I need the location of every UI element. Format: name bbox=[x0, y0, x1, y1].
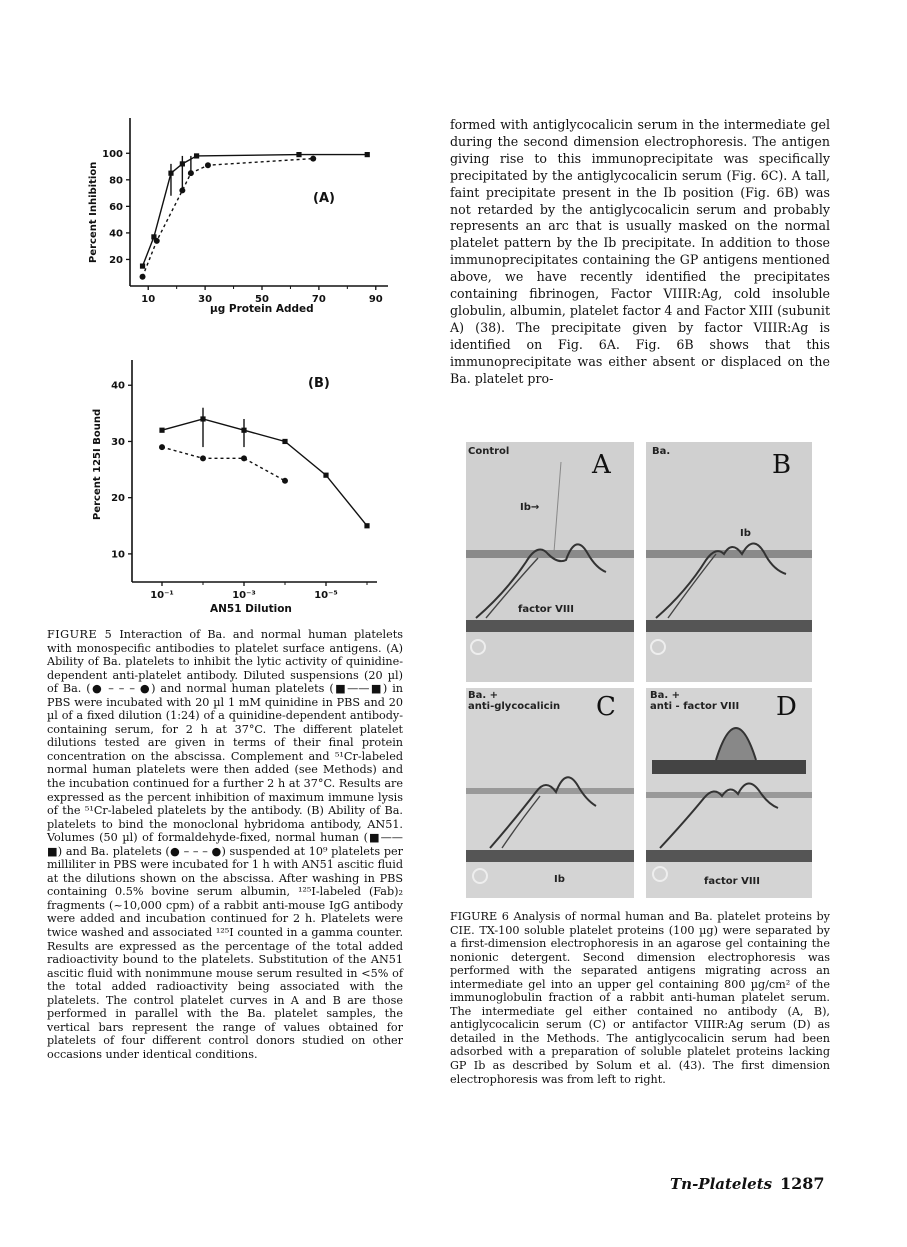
data-point-circle bbox=[154, 238, 160, 244]
figure-5a-chart bbox=[80, 108, 400, 323]
data-point-square bbox=[241, 428, 246, 433]
data-point-square bbox=[194, 153, 199, 158]
x-tick-label: 90 bbox=[368, 294, 383, 305]
x-tick-label: 10⁻¹ bbox=[150, 590, 174, 601]
y-tick-label: 20 bbox=[109, 254, 123, 266]
series-line-square bbox=[162, 419, 367, 526]
figure-5b-y-axis-label: Percent 125I Bound bbox=[92, 408, 103, 520]
panel-b-annotation-ib: Ib bbox=[740, 528, 751, 539]
x-tick-label: 10 bbox=[141, 294, 156, 305]
y-tick-label: 100 bbox=[102, 148, 123, 160]
x-tick-label: 10⁻³ bbox=[232, 590, 256, 601]
y-tick-label: 10 bbox=[111, 549, 125, 561]
data-point-circle bbox=[205, 162, 211, 168]
figure-6-label: FIGURE 6 bbox=[450, 910, 509, 923]
data-point-circle bbox=[282, 478, 288, 484]
y-tick-label: 60 bbox=[109, 201, 123, 213]
figure-5a-y-axis-label: Percent Inhibition bbox=[88, 161, 99, 263]
x-tick-label: 70 bbox=[311, 294, 326, 305]
data-point-circle bbox=[200, 455, 206, 461]
data-point-circle bbox=[310, 156, 316, 162]
data-point-circle bbox=[140, 274, 146, 280]
panel-d-label: Ba. + anti - factor VIII bbox=[650, 690, 740, 712]
running-title: Tn-Platelets bbox=[670, 1175, 773, 1193]
data-point-square bbox=[180, 161, 185, 166]
data-point-square bbox=[159, 428, 164, 433]
figure-6-panel-d bbox=[646, 688, 812, 898]
panel-a-annotation-ib: Ib→ bbox=[520, 502, 540, 513]
panel-a-annotation-factor-viii: factor VIII bbox=[518, 604, 574, 615]
data-point-square bbox=[200, 416, 205, 421]
figure-6-caption bbox=[450, 910, 830, 1086]
figure-5b-x-axis-label: AN51 Dilution bbox=[210, 603, 292, 615]
figure-5b-panel-label: (B) bbox=[308, 376, 330, 391]
data-point-circle bbox=[188, 170, 194, 176]
data-point-circle bbox=[159, 444, 165, 450]
panel-d-letter: D bbox=[776, 692, 797, 722]
panel-b-letter: B bbox=[772, 450, 792, 480]
series-line-square bbox=[143, 155, 368, 266]
data-point-circle bbox=[241, 455, 247, 461]
y-tick-label: 30 bbox=[111, 436, 125, 448]
panel-b-label: Ba. bbox=[652, 446, 671, 457]
data-point-square bbox=[140, 263, 145, 268]
data-point-square bbox=[282, 439, 287, 444]
x-tick-label: 30 bbox=[198, 294, 213, 305]
data-point-circle bbox=[179, 187, 185, 193]
x-tick-label: 10⁻⁵ bbox=[314, 590, 338, 601]
figure-5-label: FIGURE 5 bbox=[47, 628, 113, 641]
figure-6-caption-text: Analysis of normal human and Ba. platelet proteins by CIE. TX-100 soluble platelet proteins (100 µg) were separated by a first-dimension electrophoresis in an agarose gel containing the nonionic detergent. Second dimension electrophoresis was performed with the separated antigens migrating across an intermediate gel into an upper gel containing 800 µg/cm² of the immunoglobulin fraction of a rabbit anti-human platelet serum. The intermediate gel either contained no antibody (A, B), antiglycocalicin serum (C) or antifactor VIIIR:Ag serum (D) as detailed in the Methods. The antiglycocalicin serum had been adsorbed with a preparation of soluble platelet proteins lacking GP Ib as described by Solum et al. (43). The first dimension electrophoresis was from left to right. bbox=[450, 910, 831, 1086]
figure-5-caption-text: Interaction of Ba. and normal human platelets with monospecific antibodies to platelet surface antigens. (A) Ability of Ba. platelets to inhibit the lytic activity of quinidine-dependent anti-platelet antibody. Diluted suspensions (20 µl) of Ba. (● – – – ●) and normal human platelets (■——■) in PBS were incubated with 20 µl 1 mM quinidine in PBS and 20 µl of a fixed dilution (1:24) of a quinidine-dependent antibody-containing serum, for 2 h at 37°C. The different platelet dilutions tested are given in terms of their final protein concentration on the abscissa. Complement and ⁵¹Cr-labeled normal human platelets were then added (see Methods) and the incubation continued for a further 2 h at 37°C. Results are expressed as the percent inhibition of maximum immune lysis of the ⁵¹Cr-labeled platelets by the antibody. (B) Ability of Ba. platelets to bind the monoclonal hybridoma antibody, AN51. Volumes (50 µl) of formaldehyde-fixed, normal human (■——■) and Ba. platelets (● – – – ●) suspended at 10⁹ platelets per milliliter in PBS were incubated for 1 h with AN51 ascitic fluid at the dilutions shown on the abscissa. After washing in PBS containing 0.5% bovine serum albumin, ¹²⁵I-labeled (Fab)₂ fragments (~10,000 cpm) of a rabbit anti-mouse IgG antibody were added and incubation continued for 2 h. Platelets were twice washed and associated ¹²⁵I counted in a gamma counter. Results are expressed as the percentage of the total added radioactivity bound to the platelets. Substitution of the AN51 ascitic fluid with nonimmune mouse serum resulted in <5% of the total added radioactivity being associated with the platelets. The control platelet curves in A and B are those performed in parallel with the Ba. platelet samples, the vertical bars represent the range of values obtained for platelets of four different control donors studied on other occasions under identical conditions. bbox=[47, 628, 403, 1061]
panel-a-label: Control bbox=[468, 446, 510, 457]
panel-c-label: Ba. + anti-glycocalicin bbox=[468, 690, 561, 712]
y-tick-label: 80 bbox=[109, 175, 123, 187]
figure-6-panel-c bbox=[466, 688, 634, 898]
panel-a-letter: A bbox=[592, 450, 611, 480]
figure-6-panel-b bbox=[646, 442, 812, 682]
data-point-square bbox=[296, 152, 301, 157]
figure-6-panel-a bbox=[466, 442, 634, 682]
figure-5-caption bbox=[47, 628, 403, 1062]
data-point-square bbox=[364, 523, 369, 528]
figure-5b-chart bbox=[80, 350, 400, 615]
x-tick-label: 50 bbox=[255, 294, 269, 305]
y-tick-label: 40 bbox=[111, 380, 125, 392]
series-line-circle bbox=[162, 447, 285, 481]
page-number: 1287 bbox=[780, 1174, 825, 1193]
panel-d-annotation-factor-viii: factor VIII bbox=[704, 876, 760, 887]
data-point-square bbox=[168, 171, 173, 176]
y-tick-label: 40 bbox=[109, 228, 123, 240]
panel-c-annotation-ib: Ib bbox=[554, 874, 565, 885]
data-point-square bbox=[323, 473, 328, 478]
y-tick-label: 20 bbox=[111, 493, 125, 505]
series-line-circle bbox=[143, 159, 314, 277]
panel-c-letter: C bbox=[596, 692, 616, 722]
data-point-square bbox=[365, 152, 370, 157]
body-paragraph: formed with antiglycocalicin serum in the intermediate gel during the second dimension electrophoresis. The antigen giving rise to this immunoprecipitate was specifically precipitated by the antiglycocalicin serum (Fig. 6C). A tall, faint precipitate present in the Ib position (Fig. 6B) was not retarded by the antiglycocalicin serum and probably represents an arc that is usually masked on the normal platelet pattern by the Ib precipitate. In addition to those immunoprecipitates containing the GP antigens mentioned above, we have recently identified the precipitates containing fibrinogen, Factor VIIIR:Ag, cold insoluble globulin, albumin, platelet factor 4 and Factor XIII (subunit A) (38). The precipitate given by factor VIIIR:Ag is identified on Fig. 6A. Fig. 6B shows that this immunoprecipitate was either absent or displaced on the Ba. platelet pro- bbox=[450, 117, 830, 386]
figure-5a-panel-label: (A) bbox=[313, 191, 335, 206]
figure-5a-x-axis-label: µg Protein Added bbox=[210, 303, 314, 315]
